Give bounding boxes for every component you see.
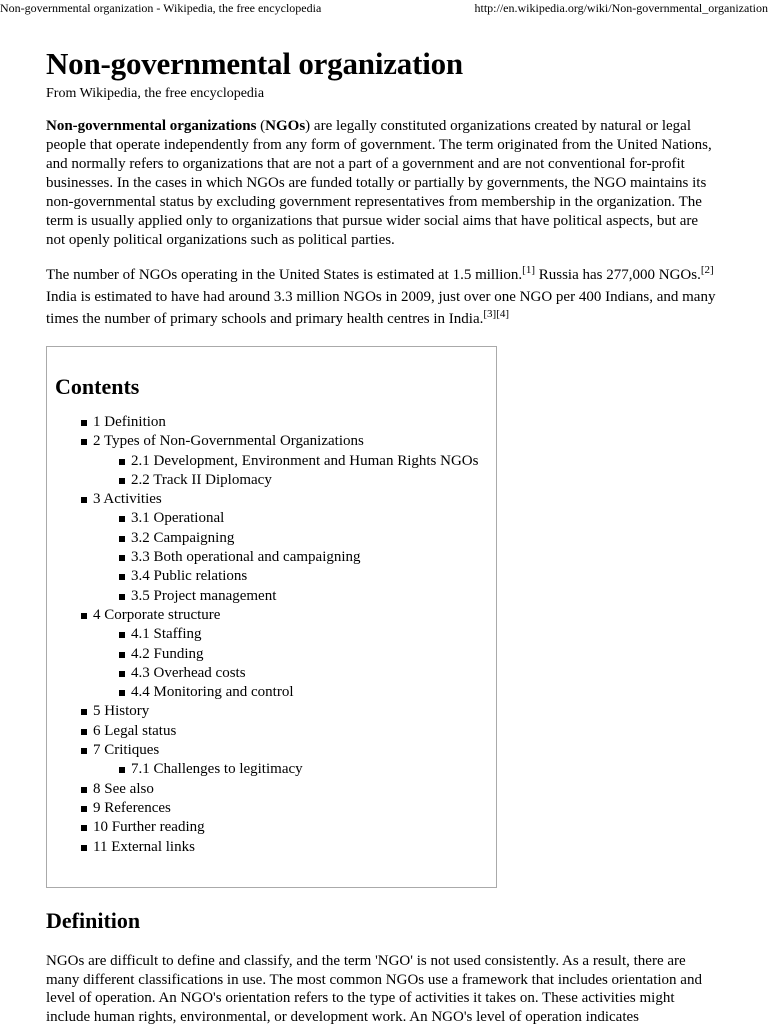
square-bullet-icon: [119, 516, 125, 522]
toc-item[interactable]: [55, 625, 496, 644]
square-bullet-icon: [81, 729, 87, 735]
toc-item-label[interactable]: 10 Further reading: [93, 819, 205, 835]
toc-item[interactable]: [55, 529, 496, 548]
toc-item[interactable]: [55, 606, 496, 625]
toc-item[interactable]: [55, 664, 496, 683]
toc-item-label[interactable]: 3.4 Public relations: [131, 568, 247, 584]
toc-item[interactable]: [55, 471, 496, 490]
toc-item[interactable]: [55, 818, 496, 837]
square-bullet-icon: [119, 459, 125, 465]
ref-link-4[interactable]: [4]: [496, 308, 509, 320]
toc-item[interactable]: [55, 722, 496, 741]
print-page-title: Non-governmental organization - Wikipedia, the free encyclopedia: [0, 0, 321, 16]
square-bullet-icon: [81, 439, 87, 445]
section-heading-definition: Definition: [46, 907, 716, 935]
toc-item-label[interactable]: 3.3 Both operational and campaigning: [131, 549, 361, 565]
toc-item[interactable]: [55, 452, 496, 471]
stats-part2: Russia has 277,000 NGOs.: [535, 267, 701, 283]
toc-title: Contents: [55, 373, 496, 401]
stats-paragraph: [46, 264, 716, 330]
intro-term: Non-governmental organizations: [46, 118, 256, 134]
toc-item[interactable]: [55, 838, 496, 857]
toc-item[interactable]: [55, 567, 496, 586]
toc-item[interactable]: [55, 741, 496, 760]
toc-item[interactable]: [55, 799, 496, 818]
toc-item-label[interactable]: 7 Critiques: [93, 742, 159, 758]
square-bullet-icon: [119, 536, 125, 542]
square-bullet-icon: [119, 671, 125, 677]
toc-item-label[interactable]: 4.1 Staffing: [131, 626, 202, 642]
ref-link-2[interactable]: [2]: [701, 264, 714, 276]
toc-item-label[interactable]: 4 Corporate structure: [93, 607, 220, 623]
toc-item[interactable]: [55, 760, 496, 779]
toc-item-label[interactable]: 6 Legal status: [93, 723, 176, 739]
intro-abbr: NGOs: [265, 118, 305, 134]
intro-rest: ) are legally constituted organizations created by natural or legal people that operate independently from any form of government. The term originated from the United Nations, and normally refers to organizations that are not a part of a government and are not conventional for-profit businesses. In the cases in which NGOs are funded totally or partially by governments, the NGO maintains its non-governmental status by excluding government representatives from membership in the organization. The term is usually applied only to organizations that pursue wider social aims that have political aspects, but are not openly political organizations such as political parties.: [46, 118, 712, 248]
square-bullet-icon: [119, 555, 125, 561]
print-header: [0, 0, 768, 16]
toc-item[interactable]: [55, 548, 496, 567]
toc-item[interactable]: [55, 780, 496, 799]
toc-item[interactable]: [55, 702, 496, 721]
toc-item[interactable]: [55, 413, 496, 432]
toc-item[interactable]: [55, 490, 496, 509]
toc-item-label[interactable]: 4.3 Overhead costs: [131, 665, 246, 681]
toc-item-label[interactable]: 3.5 Project management: [131, 588, 276, 604]
square-bullet-icon: [81, 497, 87, 503]
square-bullet-icon: [81, 787, 87, 793]
print-url: http://en.wikipedia.org/wiki/Non-governmental_organization: [475, 0, 768, 16]
square-bullet-icon: [119, 574, 125, 580]
square-bullet-icon: [81, 845, 87, 851]
ref-link-3[interactable]: [3]: [483, 308, 496, 320]
square-bullet-icon: [81, 420, 87, 426]
toc-item-label[interactable]: 4.4 Monitoring and control: [131, 684, 293, 700]
toc-item-label[interactable]: 2.2 Track II Diplomacy: [131, 472, 272, 488]
ref-link-1[interactable]: [1]: [522, 264, 535, 276]
toc-item[interactable]: [55, 509, 496, 528]
table-of-contents: [46, 346, 497, 888]
toc-item[interactable]: [55, 432, 496, 451]
square-bullet-icon: [119, 767, 125, 773]
square-bullet-icon: [119, 478, 125, 484]
toc-item-label[interactable]: 2.1 Development, Environment and Human Rights NGOs: [131, 453, 478, 469]
square-bullet-icon: [81, 613, 87, 619]
toc-item-label[interactable]: 11 External links: [93, 839, 195, 855]
toc-item-label[interactable]: 4.2 Funding: [131, 646, 204, 662]
article-content: [46, 44, 716, 1027]
square-bullet-icon: [81, 709, 87, 715]
site-tagline: From Wikipedia, the free encyclopedia: [46, 85, 716, 103]
intro-open-paren: (: [256, 118, 265, 134]
definition-paragraph: NGOs are difficult to define and classify, and the term 'NGO' is not used consistently. As a result, there are many different classifications in use. The most common NGOs use a framework that includes orientation and level of operation. An NGO's orientation refers to the type of activities it takes on. These activities might include human rights, environmental, or development work. An NGO's level of operation indicates: [46, 952, 716, 1027]
stats-part3: India is estimated to have had around 3.3 million NGOs in 2009, just over one NGO per 400 Indians, and many times the number of primary schools and primary health centres in India.: [46, 289, 715, 327]
toc-item[interactable]: [55, 645, 496, 664]
toc-item[interactable]: [55, 683, 496, 702]
stats-part1: The number of NGOs operating in the United States is estimated at 1.5 million.: [46, 267, 522, 283]
square-bullet-icon: [119, 652, 125, 658]
toc-item-label[interactable]: 8 See also: [93, 781, 154, 797]
square-bullet-icon: [119, 594, 125, 600]
toc-item[interactable]: [55, 587, 496, 606]
toc-item-label[interactable]: 3.1 Operational: [131, 510, 224, 526]
toc-item-label[interactable]: 1 Definition: [93, 414, 166, 430]
intro-paragraph: [46, 117, 716, 250]
toc-item-label[interactable]: 2 Types of Non-Governmental Organizations: [93, 433, 364, 449]
toc-list: [55, 413, 496, 857]
square-bullet-icon: [119, 690, 125, 696]
toc-item-label[interactable]: 5 History: [93, 703, 149, 719]
toc-item-label[interactable]: 7.1 Challenges to legitimacy: [131, 761, 303, 777]
page-title: Non-governmental organization: [46, 44, 716, 84]
toc-item-label[interactable]: 3.2 Campaigning: [131, 530, 234, 546]
square-bullet-icon: [119, 632, 125, 638]
toc-item-label[interactable]: 3 Activities: [93, 491, 162, 507]
toc-item-label[interactable]: 9 References: [93, 800, 171, 816]
square-bullet-icon: [81, 748, 87, 754]
square-bullet-icon: [81, 825, 87, 831]
square-bullet-icon: [81, 806, 87, 812]
